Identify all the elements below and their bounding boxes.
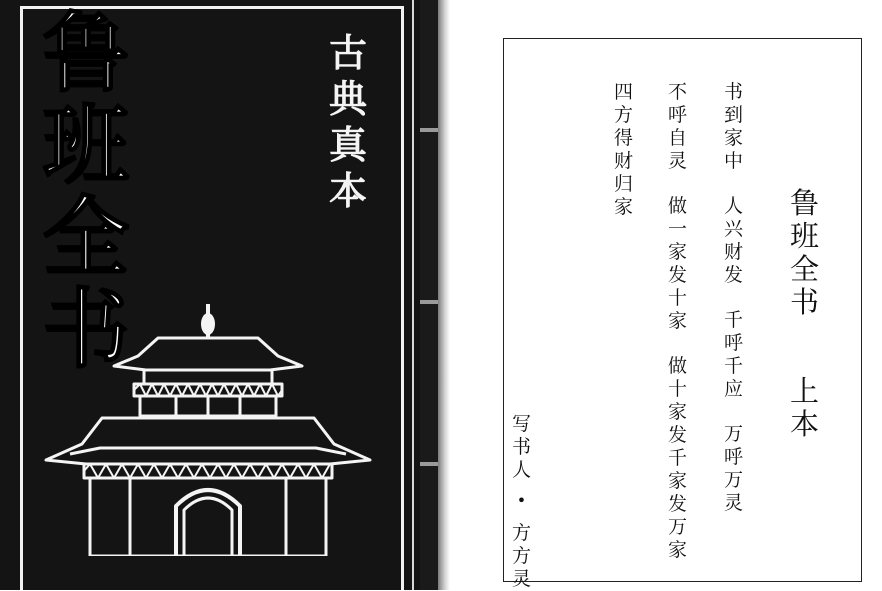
cover-subtitle-char: 典	[328, 77, 367, 121]
verse-char: 应	[724, 378, 744, 400]
writer-name-char: 灵	[512, 568, 532, 590]
verse-char: 做	[668, 195, 688, 217]
verse-column-2	[668, 81, 687, 584]
cover-title-char: 全	[43, 188, 129, 288]
verse-char: 呼	[668, 104, 688, 126]
volume-char: 上	[790, 374, 820, 408]
verse-char: 人	[724, 195, 744, 217]
heading-char: 全	[790, 252, 820, 286]
verse-char: 千	[724, 355, 744, 377]
writer-label-char: 写	[512, 413, 532, 435]
verse-phrase	[668, 195, 687, 333]
verse-char: 家	[668, 401, 688, 423]
verse-phrase	[724, 309, 743, 401]
verse-char: 呼	[724, 332, 744, 354]
binding-stitch	[420, 300, 438, 304]
verse-phrase	[724, 195, 743, 287]
verse-char: 发	[668, 264, 688, 286]
verse-phrase	[724, 423, 743, 515]
verse-char: 不	[668, 81, 688, 103]
writer-name-char: 方	[512, 545, 532, 567]
cover-title-char: 班	[43, 96, 129, 196]
verse-char: 发	[668, 493, 688, 515]
writer-label-char: 人	[512, 459, 532, 481]
verse-char: 自	[668, 127, 688, 149]
verse-phrase	[614, 81, 633, 219]
verse-phrase	[668, 81, 687, 173]
verse-char: 家	[614, 196, 634, 218]
heading-char: 班	[790, 219, 820, 253]
verse-char: 兴	[724, 218, 744, 240]
verse-char: 灵	[668, 150, 688, 172]
writer-label-char: 书	[512, 436, 532, 458]
page-gutter-shadow	[438, 0, 450, 590]
verse-phrase	[724, 81, 743, 173]
verse-char: 万	[724, 423, 744, 445]
verse-char: 家	[724, 127, 744, 149]
writer-credit	[512, 413, 531, 591]
title-page	[503, 38, 862, 590]
cover-subtitle-char: 本	[328, 169, 367, 213]
verse-char: 灵	[724, 492, 744, 514]
binding-stitch	[420, 128, 438, 132]
volume-label	[790, 375, 819, 441]
pagoda-gate-icon	[30, 296, 390, 556]
verse-char: 财	[724, 241, 744, 263]
cover-subtitle	[322, 30, 374, 214]
verse-char: 四	[614, 81, 634, 103]
verse-char: 财	[614, 150, 634, 172]
book-binding	[420, 0, 438, 590]
verse-char: 做	[668, 355, 688, 377]
cover-title-char: 书	[43, 280, 129, 380]
verse-char: 十	[668, 378, 688, 400]
verse-char: 得	[614, 127, 634, 149]
verse-char: 万	[724, 469, 744, 491]
binding-stitch	[420, 462, 438, 466]
cover-edge-line	[412, 0, 414, 590]
verse-char: 十	[668, 287, 688, 309]
verse-char: 万	[668, 516, 688, 538]
volume-char: 本	[790, 407, 820, 441]
verse-column-1	[724, 81, 743, 537]
verse-char: 发	[668, 424, 688, 446]
verse-phrase	[668, 355, 687, 562]
verse-char: 呼	[724, 446, 744, 468]
cover-subtitle-char: 真	[328, 123, 367, 167]
title-page-heading	[790, 187, 819, 441]
verse-char: 家	[668, 470, 688, 492]
verse-char: 家	[668, 241, 688, 263]
verse-char: 到	[724, 104, 744, 126]
writer-separator: •	[516, 491, 527, 510]
verse-char: 书	[724, 81, 744, 103]
writer-name-char: 方	[512, 522, 532, 544]
book-cover	[0, 0, 420, 590]
verse-column-3	[614, 81, 633, 241]
verse-char: 方	[614, 104, 634, 126]
verse-char: 家	[668, 539, 688, 561]
verse-char: 家	[668, 310, 688, 332]
verse-char: 中	[724, 150, 744, 172]
heading-char: 书	[790, 285, 820, 319]
verse-char: 千	[668, 447, 688, 469]
verse-char: 千	[724, 309, 744, 331]
cover-title-char: 鲁	[43, 4, 129, 104]
cover-subtitle-char: 古	[328, 31, 367, 75]
verse-char: 发	[724, 264, 744, 286]
heading-char: 鲁	[790, 186, 820, 220]
verse-char: 一	[668, 218, 688, 240]
verse-char: 归	[614, 173, 634, 195]
